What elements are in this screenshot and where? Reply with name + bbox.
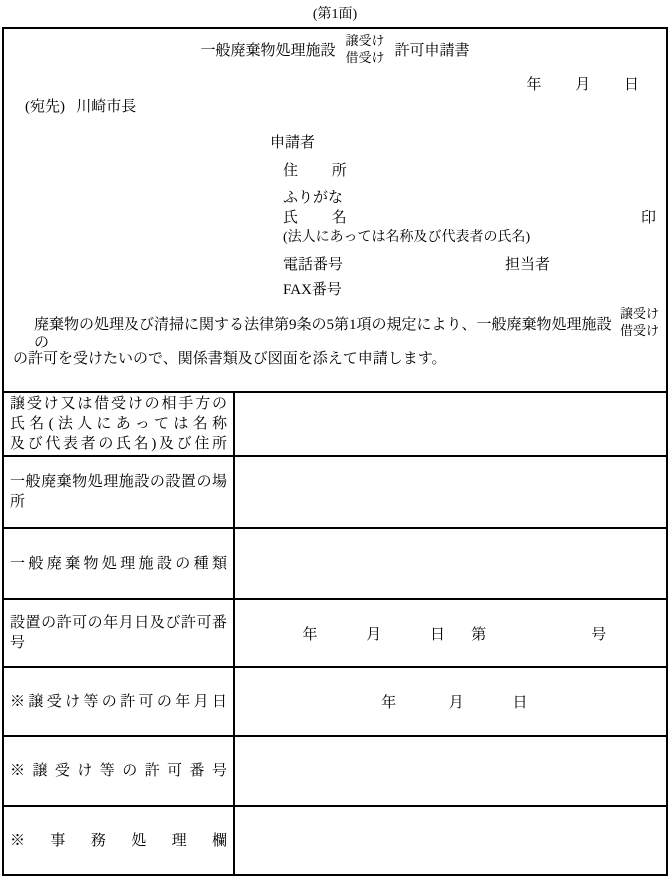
body-option-transfer: 譲受け: [620, 306, 660, 321]
permit-date-number-fill-area[interactable]: 年 月 日 第 号: [235, 626, 607, 643]
form-outer-border: [2, 27, 668, 876]
seal-mark: 印: [641, 210, 657, 226]
table-row: [4, 735, 666, 805]
facility-location-fill-area[interactable]: [235, 457, 666, 527]
row-label-facility-type: 一般廃棄物処理施設の種類: [4, 529, 235, 598]
table-row: [4, 805, 666, 874]
body-paragraph-line1: 廃棄物の処理及び清掃に関する法律第9条の5第1項の規定により、一般廃棄物処理施設の: [34, 317, 612, 351]
table-row: [4, 598, 666, 666]
title-option-transfer: 譲受け: [345, 33, 385, 48]
row-label-transfer-permit-number: ※譲受け等の許可番号: [4, 737, 235, 805]
name-field-label: 氏 名: [283, 210, 347, 226]
table-row: [4, 527, 666, 598]
transfer-party-fill-area[interactable]: [235, 393, 666, 455]
row-label-permit-date-number: 設置の許可の年月日及び許可番号: [4, 600, 235, 666]
fax-field-label: FAX番号: [283, 282, 342, 298]
transfer-permit-number-fill-area[interactable]: [235, 737, 666, 805]
phone-field-label: 電話番号: [283, 257, 344, 273]
title-suffix-text: 許可申請書: [394, 43, 470, 60]
application-date-line[interactable]: 年 月 日: [526, 77, 639, 93]
addressee-line: (宛先) 川崎市長: [25, 99, 137, 115]
table-row: [4, 455, 666, 527]
table-row: [4, 666, 666, 735]
corporate-name-note: (法人にあっては名称及び代表者の氏名): [283, 230, 531, 245]
furigana-field-label: ふりがな: [283, 190, 344, 206]
row-label-facility-location: 一般廃棄物処理施設の設置の場所: [4, 457, 235, 527]
body-paragraph-line2: の許可を受けたいので、関係書類及び図面を添えて申請します。: [13, 351, 447, 367]
title-option-lease: 借受け: [345, 49, 385, 65]
address-field-label: 住 所: [283, 163, 347, 179]
applicant-heading: 申請者: [270, 135, 316, 151]
title-facility-text: 一般廃棄物処理施設: [200, 43, 336, 60]
page-number-label: (第1面): [312, 7, 358, 22]
transfer-permit-date-fill-area[interactable]: 年 月 日: [235, 695, 528, 711]
row-label-transfer-party: 譲受け又は借受けの相手方の 氏名(法人にあっては名称 及び代表者の氏名)及び住所: [4, 393, 235, 455]
office-use-fill-area: [235, 807, 666, 874]
form-header-section: [4, 29, 666, 391]
title-transfer-options: [345, 33, 384, 67]
body-transfer-options: [620, 306, 659, 340]
contact-person-label: 担当者: [505, 257, 551, 273]
row-label-transfer-permit-date: ※譲受け等の許可の年月日: [4, 668, 235, 735]
form-title: [4, 33, 666, 67]
facility-type-fill-area[interactable]: [235, 529, 666, 598]
row-label-office-use: ※事務処理欄: [4, 807, 235, 874]
table-row: [4, 391, 666, 455]
body-option-lease: 借受け: [620, 322, 660, 338]
form-table: [4, 391, 666, 874]
